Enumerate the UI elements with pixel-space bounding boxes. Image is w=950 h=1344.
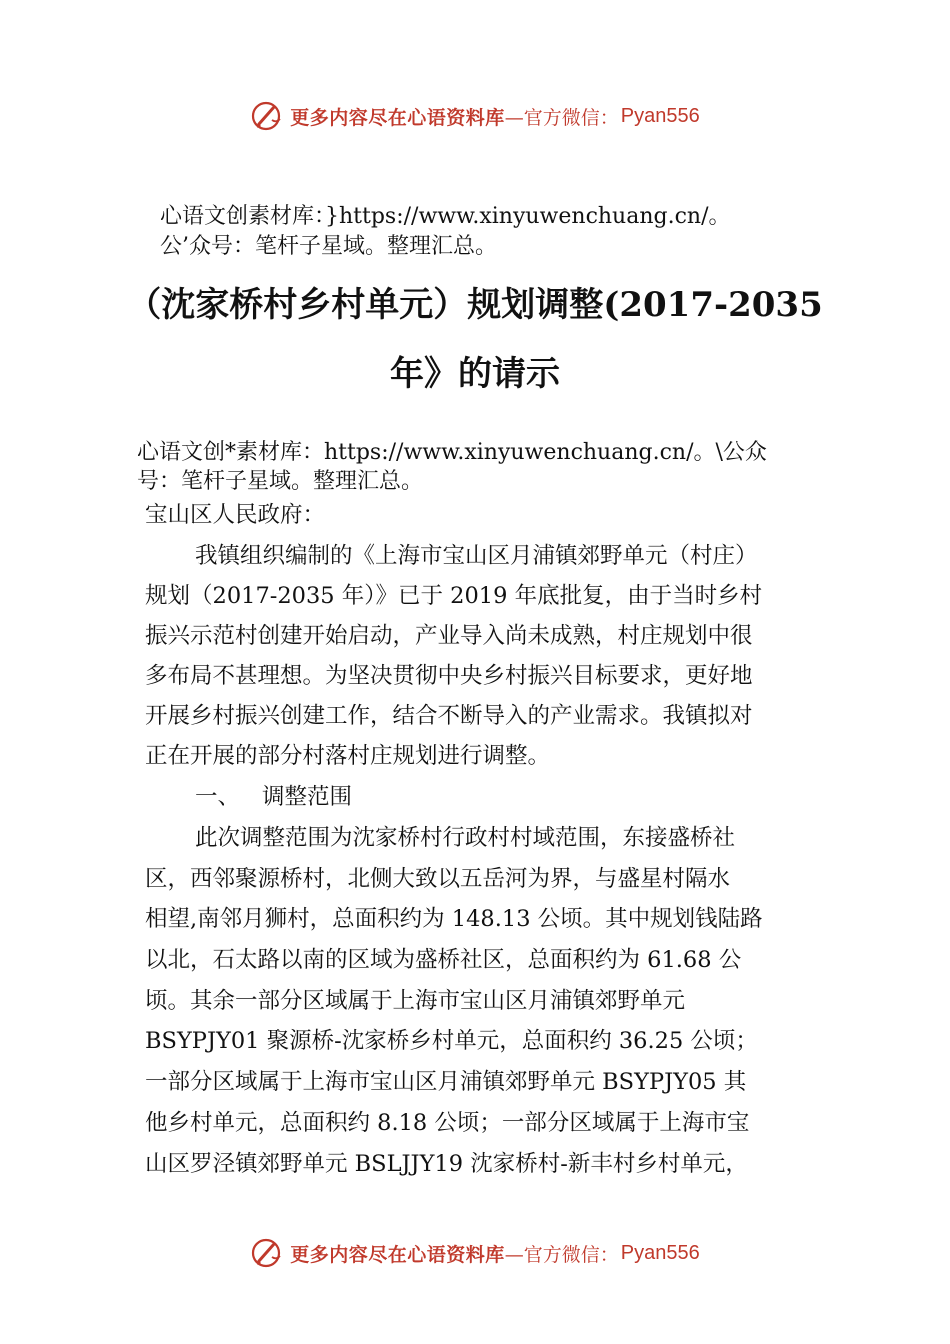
banner-main-text: 更多内容尽在心语资料库	[290, 1243, 505, 1266]
banner-separator-text: —官方微信：	[504, 1243, 619, 1266]
para2-line: 此次调整范围为沈家桥村行政村村域范围，东接盛桥社	[195, 825, 736, 851]
salutation: 宝山区人民政府：	[145, 502, 326, 528]
note2-line-2: 号：笔杆子星域。整理汇总。	[137, 469, 424, 494]
para2-line: 相望,南邻月狮村，总面积约为 148.13 公顷。其中规划钱陆路	[145, 906, 763, 932]
banner-main-text: 更多内容尽在心语资料库	[290, 106, 505, 129]
header-note-line-1: 心语文创素材库：}https://www.xinyuwenchuang.cn/。	[160, 204, 731, 229]
para2-line: 他乡村单元，总面积约 8.18 公顷；一部分区域属于上海市宝	[145, 1110, 750, 1136]
pen-logo-icon	[250, 1236, 284, 1270]
para1-line: 规划（2017-2035 年）》已于 2019 年底批复，由于当时乡村	[145, 583, 763, 609]
para2-line: 区，西邻聚源桥村，北侧大致以五岳河为界，与盛星村隔水	[145, 866, 731, 892]
para1-line: 正在开展的部分村落村庄规划进行调整。	[145, 743, 551, 769]
banner-wechat-id: Pyan556	[620, 104, 700, 127]
note2-line-1: 心语文创*素材库：https://www.xinyuwenchuang.cn/。\公众	[137, 440, 767, 465]
document-title-line-1: （沈家桥村乡村单元）规划调整(2017-2035	[127, 285, 823, 325]
para1-line: 振兴示范村创建开始启动，产业导入尚未成熟，村庄规划中很	[145, 623, 753, 649]
para1-line: 开展乡村振兴创建工作，结合不断导入的产业需求。我镇拟对	[145, 703, 753, 729]
para2-line: BSYPJY01 聚源桥-沈家桥乡村单元，总面积约 36.25 公顷；	[145, 1028, 758, 1054]
document-title-line-2: 年》的请示	[390, 354, 560, 394]
section-1-number: 一、	[195, 784, 241, 810]
para2-line: 一部分区域属于上海市宝山区月浦镇郊野单元 BSYPJY05 其	[145, 1069, 747, 1095]
pen-logo-icon	[250, 99, 284, 133]
para2-line: 山区罗泾镇郊野单元 BSLJJY19 沈家桥村-新丰村乡村单元，	[145, 1151, 748, 1177]
watermark-banner-top	[0, 96, 950, 136]
para2-line: 顷。其余一部分区域属于上海市宝山区月浦镇郊野单元	[145, 988, 686, 1014]
para1-line: 我镇组织编制的《上海市宝山区月浦镇郊野单元（村庄）	[195, 543, 758, 569]
header-note-line-2: 公’众号：笔杆子星域。整理汇总。	[160, 234, 497, 259]
section-1-heading: 调整范围	[262, 784, 353, 810]
para1-line: 多布局不甚理想。为坚决贯彻中央乡村振兴目标要求，更好地	[145, 663, 753, 689]
banner-wechat-id: Pyan556	[620, 1241, 700, 1264]
watermark-banner-bottom	[0, 1233, 950, 1273]
banner-separator-text: —官方微信：	[504, 106, 619, 129]
para2-line: 以北，石太路以南的区域为盛桥社区，总面积约为 61.68 公	[145, 947, 742, 973]
